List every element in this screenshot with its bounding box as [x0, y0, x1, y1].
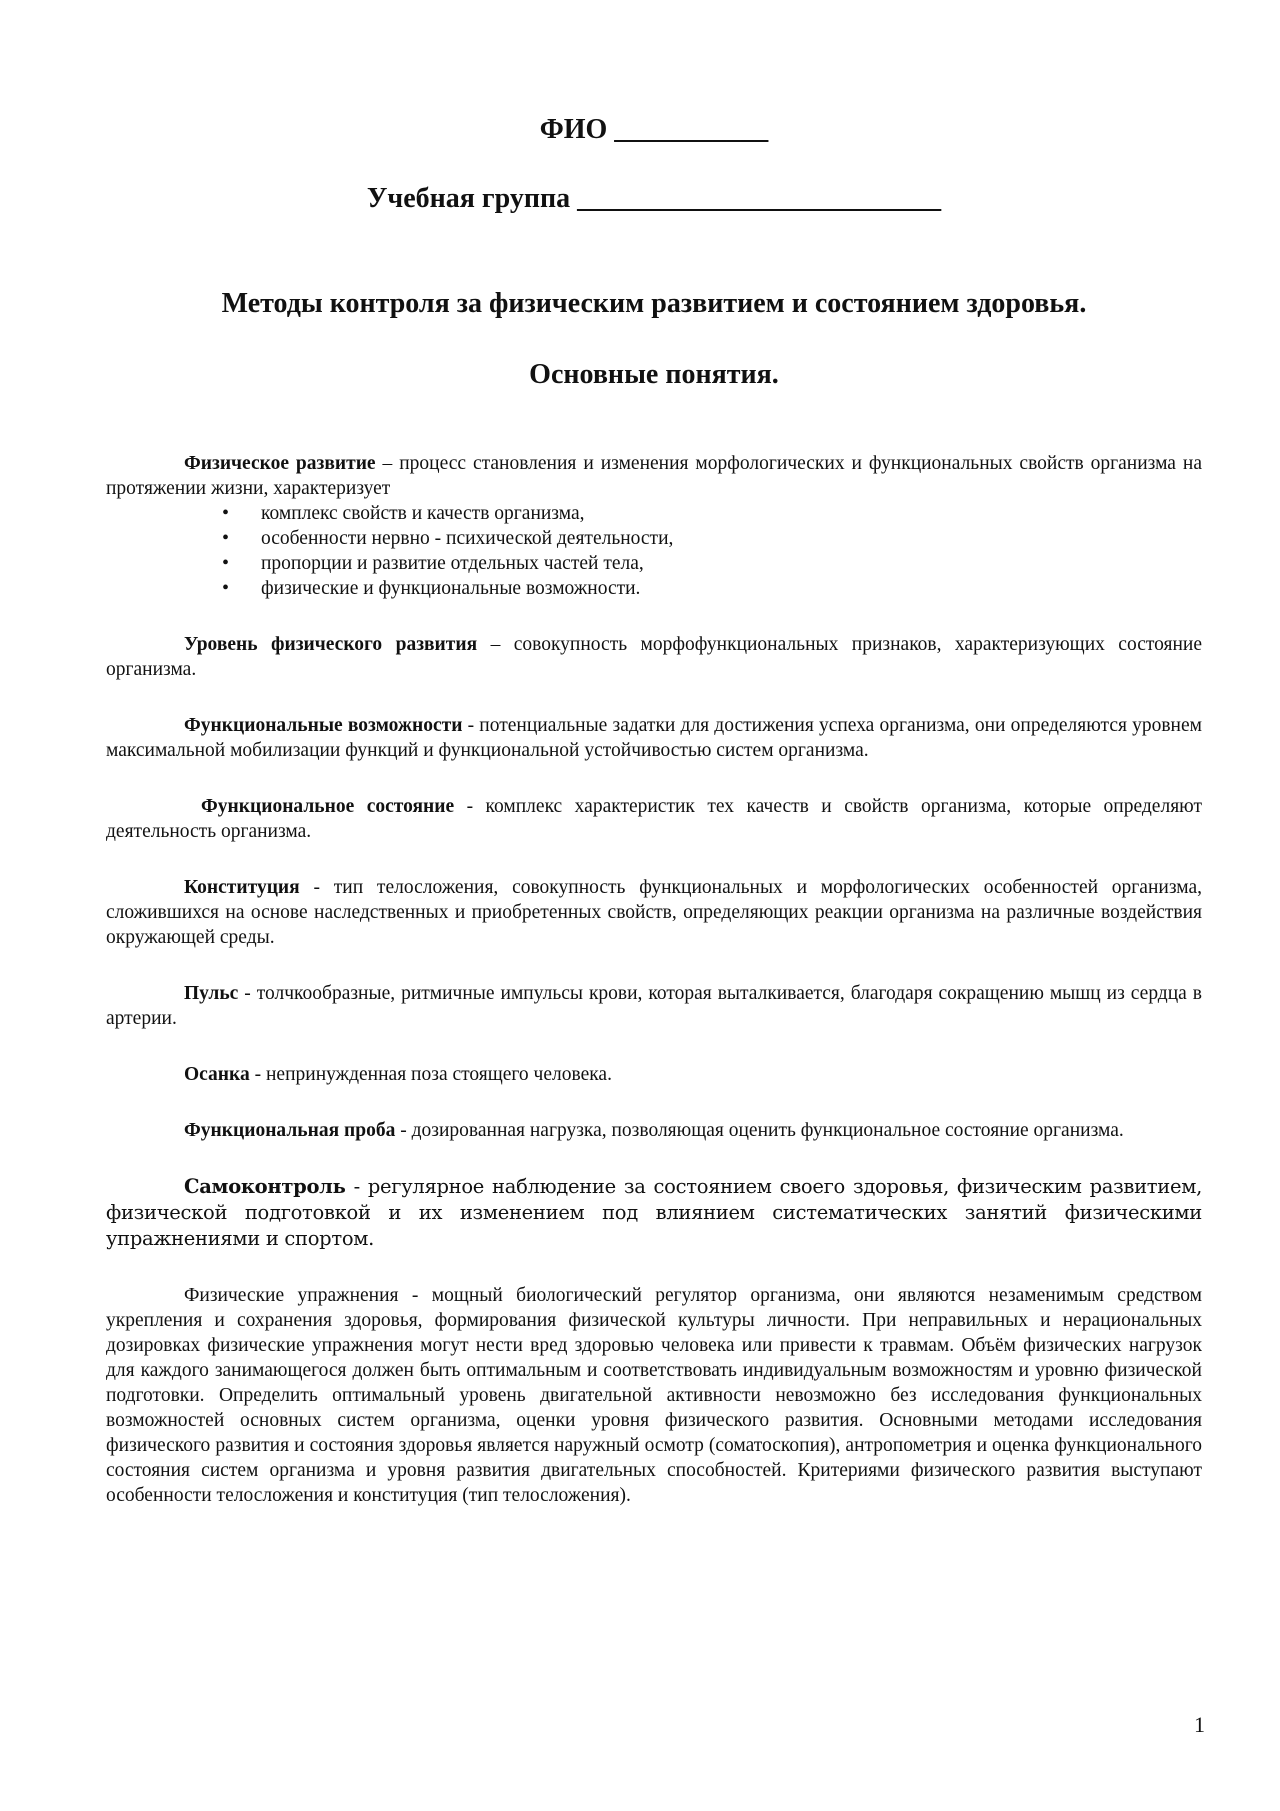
study-group-line: Учебная группа __________________________ — [366, 183, 942, 214]
definition-term: Функциональное состояние — [201, 796, 455, 817]
section-subtitle: Основные понятия. — [529, 359, 779, 390]
fio-line: ФИО ___________ — [539, 114, 769, 145]
document-title: Методы контроля за физическим развитием и состоянием здоровья. — [221, 288, 1087, 319]
definition-self-control — [106, 1174, 1202, 1252]
definition-text: - комплекс характеристик тех качеств и свойств организма, которые определяют деятельность организма. — [106, 796, 1202, 842]
list-item: • физические и функциональные возможности. — [106, 576, 1202, 601]
list-item: • пропорции и развитие отдельных частей тела, — [106, 551, 1202, 576]
definition-text: - тип телосложения, совокупность функциональных и морфологических особенностей организма, сложившихся на основе наследственных и приобретенных свойств, определяющих реакции организма на различные воздействия окружающей среды. — [106, 877, 1202, 948]
definition-functional-state — [106, 794, 1202, 844]
definition-term: Физическое развитие — [184, 453, 376, 474]
list-item: • комплекс свойств и качеств организма, — [106, 501, 1202, 526]
list-item: • особенности нервно - психической деятельности, — [106, 526, 1202, 551]
definition-term: Конституция — [184, 877, 300, 898]
definition-text: - регулярное наблюдение за состоянием своего здоровья, физическим развитием, физической подготовкой и их изменением под влиянием систематических занятий физическими упражнениями и спортом. — [106, 1175, 1202, 1250]
definition-text: - потенциальные задатки для достижения успеха организма, они определяются уровнем максимальной мобилизации функций и функциональной устойчивостью систем организма. — [106, 715, 1202, 761]
definition-pulse — [106, 981, 1202, 1031]
page-number: 1 — [1194, 1712, 1205, 1737]
definition-term: Самоконтроль — [184, 1175, 346, 1198]
definition-posture — [106, 1062, 1202, 1087]
definition-development-level — [106, 632, 1202, 682]
definition-physical-development — [106, 451, 1202, 501]
definition-text: - непринужденная поза стоящего человека. — [249, 1064, 612, 1085]
definition-text: - толчкообразные, ритмичные импульсы крови, которая выталкивается, благодаря сокращению мышц из сердца в артерии. — [106, 983, 1202, 1029]
page-content — [106, 112, 1202, 1539]
definition-term: Осанка — [184, 1064, 250, 1085]
definition-term: Уровень физического развития — [184, 634, 478, 655]
definition-text: – процесс становления и изменения морфологических и функциональных свойств организма на протяжении жизни, характеризует — [106, 453, 1202, 499]
definition-functional-capabilities — [106, 713, 1202, 763]
definition-term: Пульс — [184, 983, 239, 1004]
definition-term: Функциональные возможности — [184, 715, 463, 736]
closing-paragraph: Физические упражнения - мощный биологический регулятор организма, они являются незаменимым средством укрепления и сохранения здоровья, формирования физической культуры личности. При неправильных и нерациональных дозировках физические упражнения могут нести вред здоровью человека или привести к травмам. Объём физических нагрузок для каждого занимающегося должен быть оптимальным и соответствовать индивидуальным возможностям и уровню физической подготовки. Определить оптимальный уровень двигательной активности невозможно без исследования функциональных возможностей основных систем организма, оценки уровня физического развития. Основными методами исследования физического развития и состояния здоровья является наружный осмотр (соматоскопия), антропометрия и оценка функционального состояния систем организма и уровня развития двигательных способностей. Критериями физического развития выступают особенности телосложения и конституция (тип телосложения). — [106, 1285, 1202, 1506]
definition-functional-test — [106, 1118, 1202, 1143]
definition-text: – совокупность морфофункциональных признаков, характеризующих состояние организма. — [106, 634, 1202, 680]
definition-text: - дозированная нагрузка, позволяющая оценить функциональное состояние организма. — [395, 1120, 1124, 1141]
physical-development-characteristics-list — [106, 501, 1202, 601]
definition-constitution — [106, 875, 1202, 950]
definition-term: Функциональная проба — [184, 1120, 396, 1141]
